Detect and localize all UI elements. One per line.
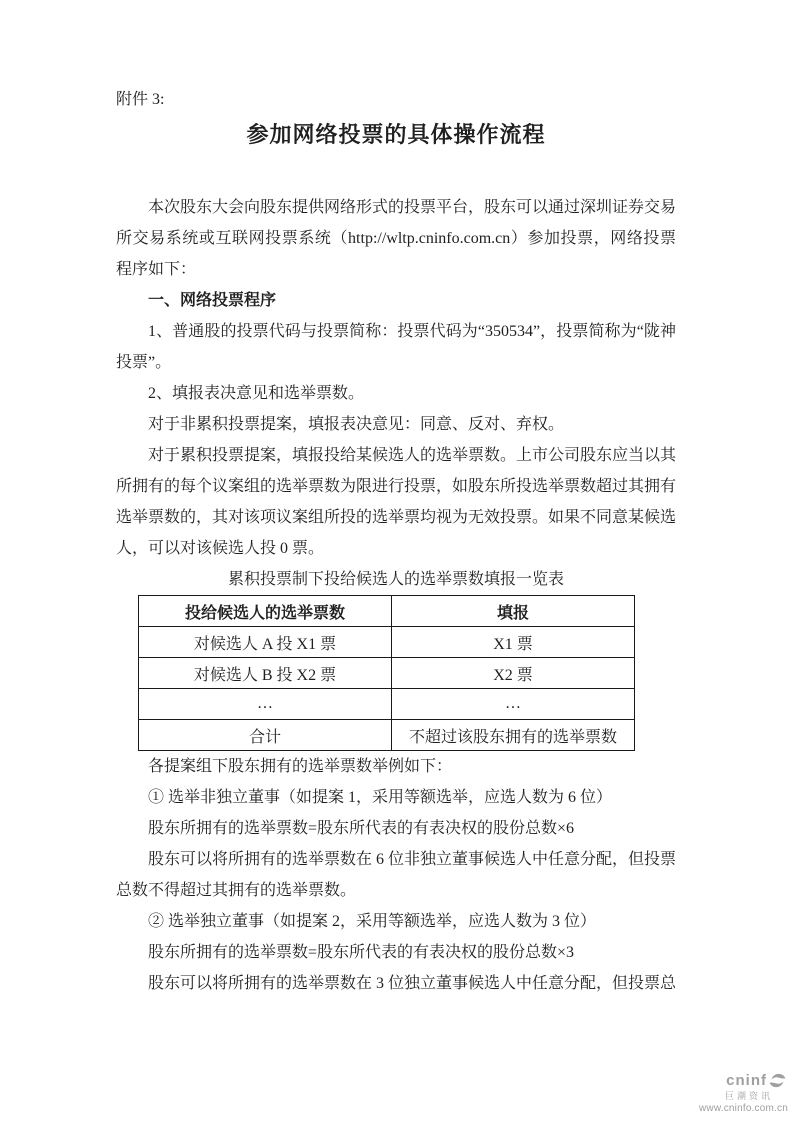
cninfo-logo xyxy=(699,1071,788,1114)
table-header-fill: 填报 xyxy=(391,596,634,627)
table-header-row xyxy=(139,596,635,627)
table-cell: 不超过该股东拥有的选举票数 xyxy=(391,720,634,751)
paragraph-formula-x6: 股东所拥有的选举票数=股东所代表的有表决权的股份总数×6 xyxy=(148,820,575,837)
intro-paragraph: 本次股东大会向股东提供网络形式的投票平台，股东可以通过深圳证券交易所交易系统或互联网投票系统（http://wltp.cninfo.com.cn）参加投票，网络投票程序如下： xyxy=(116,199,677,278)
table-cell: … xyxy=(391,689,634,720)
table-row xyxy=(139,658,635,689)
table-cell: X2 票 xyxy=(391,658,634,689)
section-heading-network-voting: 一、网络投票程序 xyxy=(148,292,277,309)
paragraph-formula-x3: 股东所拥有的选举票数=股东所代表的有表决权的股份总数×3 xyxy=(148,944,575,961)
paragraph-vote-code: 1、普通股的投票代码与投票简称：投票代码为“350534”，投票简称为“陇神投票”。 xyxy=(116,323,676,371)
table-cell: … xyxy=(139,689,392,720)
paragraph-cumulative: 对于累积投票提案，填报投给某候选人的选举票数。上市公司股东应当以其所拥有的每个议案组的选举票数为限进行投票，如股东所投选举票数超过其拥有选举票数的，其对该项议案组所投的选举票均视为无效投票。如果不同意某候选人，可以对该候选人投 0 票。 xyxy=(116,447,677,557)
cninfo-brand-chinese: 巨潮资讯 xyxy=(724,1091,773,1101)
document-content xyxy=(116,0,676,999)
paragraph-examples-intro: 各提案组下股东拥有的选举票数举例如下： xyxy=(148,758,453,775)
table-header-votes: 投给候选人的选举票数 xyxy=(139,596,392,627)
table-caption: 累积投票制下投给候选人的选举票数填报一览表 xyxy=(227,571,564,588)
table-cell: X1 票 xyxy=(391,627,634,658)
cninfo-brand-row xyxy=(699,1071,787,1090)
paragraph-allocate-6: 股东可以将所拥有的选举票数在 6 位非独立董事候选人中任意分配，但投票总数不得超过其拥有的选举票数。 xyxy=(116,851,677,899)
table-cell: 合计 xyxy=(139,720,392,751)
table-row xyxy=(139,720,635,751)
paragraph-fill-opinion: 2、填报表决意见和选举票数。 xyxy=(148,385,365,402)
paragraph-elect-non-independent: ① 选举非独立董事（如提案 1，采用等额选举，应选人数为 6 位） xyxy=(148,789,613,806)
cninfo-swirl-icon xyxy=(768,1071,787,1090)
paragraph-non-cumulative: 对于非累积投票提案，填报表决意见：同意、反对、弃权。 xyxy=(148,416,565,433)
table-cell: 对候选人 B 投 X2 票 xyxy=(139,658,392,689)
cninfo-brand-text: cninf xyxy=(726,1072,767,1089)
paragraph-allocate-3: 股东可以将所拥有的选举票数在 3 位独立董事候选人中任意分配，但投票总 xyxy=(148,975,677,992)
table-row xyxy=(139,627,635,658)
cninfo-url: www.cninfo.com.cn xyxy=(699,1103,788,1114)
page-title: 参加网络投票的具体操作流程 xyxy=(246,122,546,147)
table-cell: 对候选人 A 投 X1 票 xyxy=(139,627,392,658)
table-row xyxy=(139,689,635,720)
attachment-label: 附件 3: xyxy=(116,91,165,108)
cumulative-vote-table xyxy=(138,595,635,751)
paragraph-elect-independent: ② 选举独立董事（如提案 2，采用等额选举，应选人数为 3 位） xyxy=(148,913,597,930)
